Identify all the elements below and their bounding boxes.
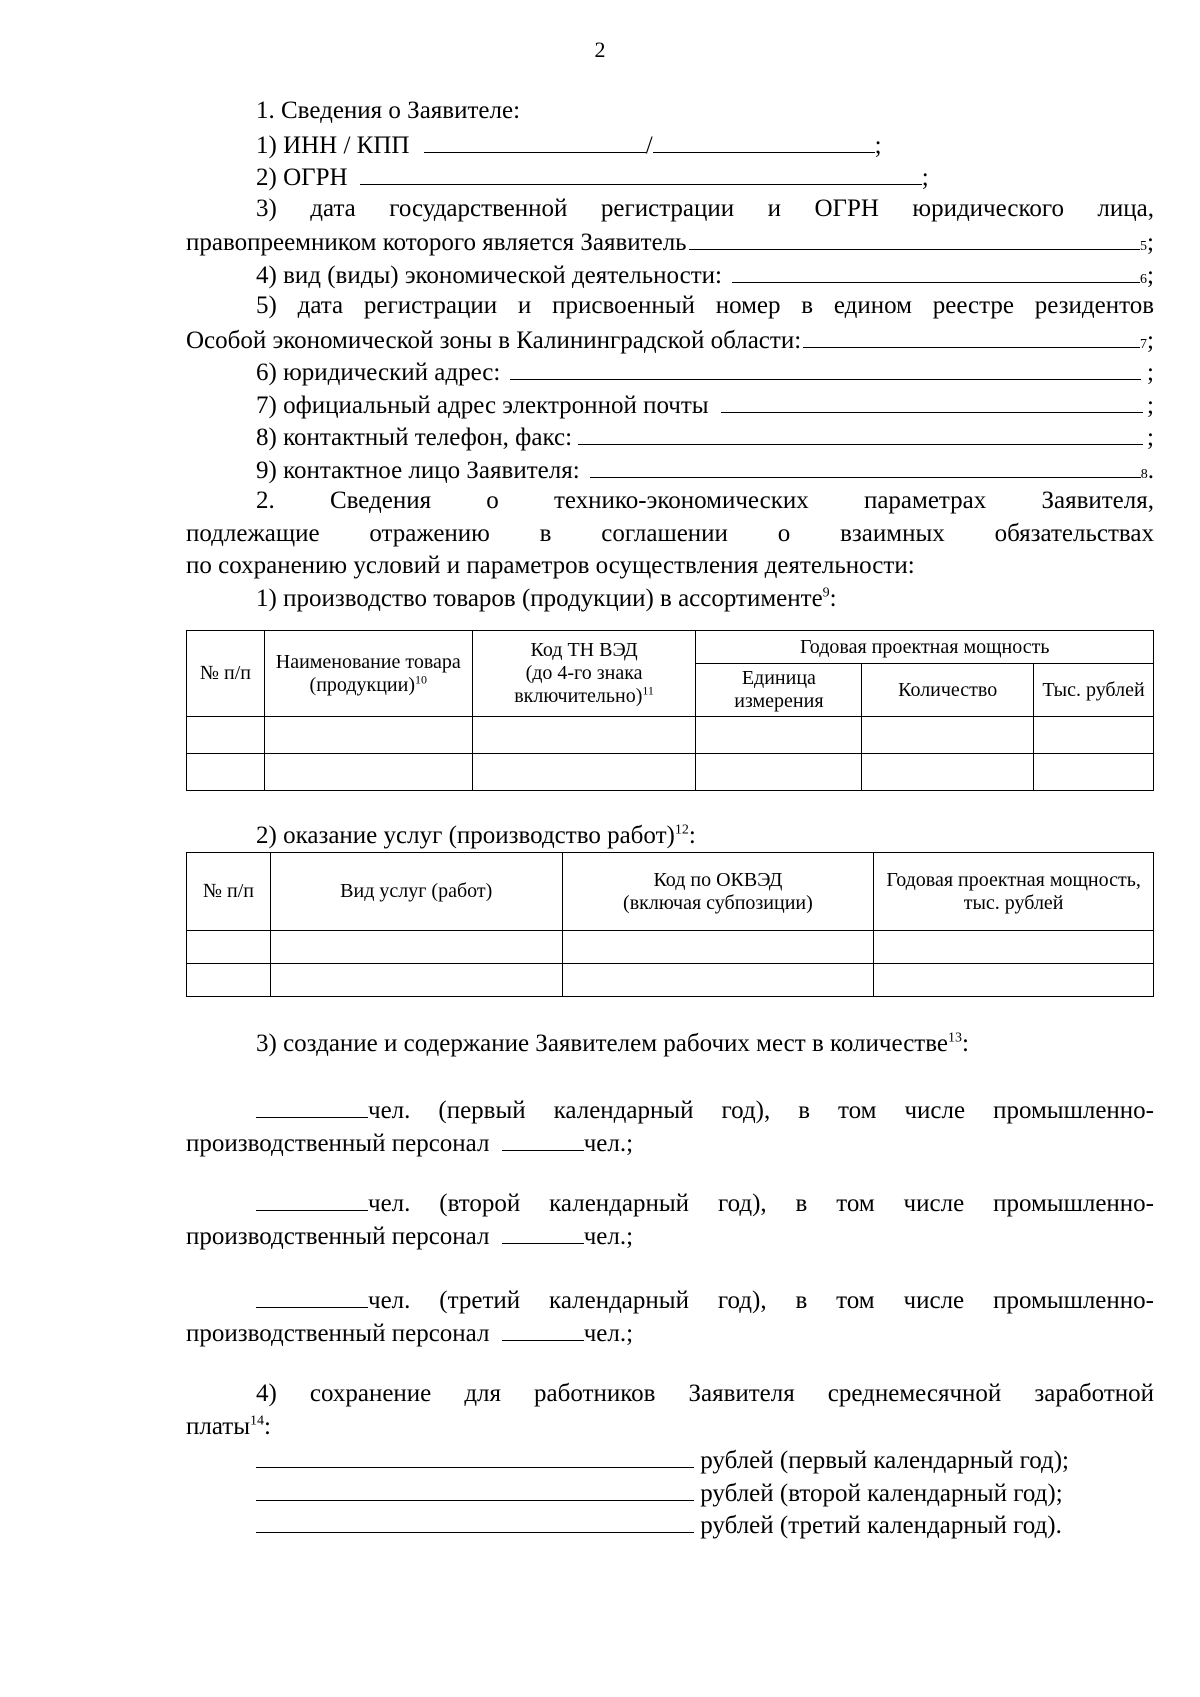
activity-blank[interactable]: [732, 258, 1140, 283]
salary-year3-text: рублей (третий календарный год).: [700, 1512, 1062, 1539]
table-row: [187, 717, 1154, 754]
jobs-year2-staff-blank[interactable]: [502, 1219, 584, 1244]
products-col-name-text: Наименование товара (продукции): [275, 650, 461, 696]
item6-semicolon: ;: [1147, 359, 1154, 386]
jobs-year2-blank[interactable]: [256, 1186, 368, 1211]
salary-year2-row: [186, 1476, 1154, 1509]
item9-row: 9) контактное лицо Заявителя: 8 .: [186, 453, 1154, 486]
table-cell[interactable]: [472, 717, 696, 754]
item5-line2: Особой экономической зоны в Калининградской области: 7 ;: [186, 323, 1154, 356]
footnote-11: 11: [642, 683, 654, 698]
item7-label: 7) официальный адрес электронной почты: [256, 391, 709, 419]
footnote-9: 9: [822, 585, 830, 601]
item3-line2: правопреемником которого является Заявитель 5 ;: [186, 225, 1154, 258]
services-col-okved: [562, 853, 874, 931]
sub3-text: 3) создание и содержание Заявителем рабочих мест в количестве: [256, 1030, 948, 1057]
footnote-12: 12: [674, 822, 689, 838]
item4-semicolon: ;: [1147, 261, 1154, 289]
salary-year2-text: рублей (второй календарный год);: [700, 1479, 1063, 1507]
inn-semicolon: ;: [874, 131, 882, 159]
table-cell[interactable]: [1034, 717, 1154, 754]
services-table: [186, 852, 1154, 997]
table-row: [187, 964, 1154, 997]
table-row: [187, 754, 1154, 791]
table-cell[interactable]: [187, 964, 271, 997]
inn-blank[interactable]: [424, 128, 646, 153]
jobs-year1-line2: [186, 1126, 1154, 1159]
salary-year3-row: [186, 1508, 1154, 1541]
products-col-qty: Количество: [862, 664, 1034, 717]
table-cell[interactable]: [696, 754, 862, 791]
table-cell[interactable]: [696, 717, 862, 754]
services-col-no: № п/п: [187, 853, 271, 931]
item4-row: 4) вид (виды) экономической деятельности: 6 ;: [186, 258, 1154, 291]
table-row: [187, 931, 1154, 964]
jobs-year1-blank[interactable]: [256, 1093, 368, 1118]
table-cell[interactable]: [187, 754, 265, 791]
footnote-13: 13: [947, 1030, 962, 1046]
item3-line1: 3) дата государственной регистрации и ОГРН юридического лица,: [256, 194, 1154, 222]
inn-kpp-row: [186, 128, 1154, 161]
page-number: 2: [594, 37, 606, 62]
sub2-block: [186, 820, 1154, 853]
jobs-year3-staff-blank[interactable]: [502, 1316, 584, 1341]
sub1-heading: [186, 583, 1154, 616]
sub1-colon: :: [829, 584, 837, 612]
products-col-code-line2: (до 4-го знака включительно): [514, 662, 643, 707]
table-cell[interactable]: [562, 931, 874, 964]
sub1-text: 1) производство товаров (продукции) в ассортименте: [256, 584, 823, 612]
jobs-year2-staff-label: производственный персонал: [186, 1222, 490, 1250]
jobs-year1: [186, 1093, 1154, 1158]
jobs-year2-line1: [186, 1186, 1154, 1219]
products-col-unit: Единица измерения: [696, 664, 862, 717]
sub3-heading: [186, 1028, 1154, 1061]
footnote-10: 10: [414, 671, 427, 686]
sub4-colon: :: [264, 1412, 271, 1440]
jobs-year1-staff-label: производственный персонал: [186, 1129, 490, 1157]
salary-year1-blank[interactable]: [256, 1443, 694, 1468]
table-cell[interactable]: [862, 754, 1034, 791]
jobs-year3-line1: [186, 1283, 1154, 1316]
jobs-year3-staff-label: производственный персонал: [186, 1319, 490, 1347]
section2-line2: подлежащие отражению в соглашении о взаимных обязательствах: [186, 519, 1154, 547]
table-cell[interactable]: [187, 931, 271, 964]
products-col-no: № п/п: [187, 631, 265, 717]
successor-blank[interactable]: [689, 225, 1140, 250]
sub4-line1: 4) сохранение для работников Заявителя среднемесячной заработной: [256, 1380, 1154, 1407]
table-cell[interactable]: [264, 754, 472, 791]
sub3-colon: :: [961, 1030, 969, 1057]
table-cell[interactable]: [472, 754, 696, 791]
services-col-okved-line1: Код по ОКВЭД: [653, 868, 783, 891]
section2-line3: по сохранению условий и параметров осуществления деятельности:: [186, 552, 915, 579]
jobs-year2: [186, 1186, 1154, 1251]
registry-blank[interactable]: [803, 323, 1140, 348]
item8-semicolon: ;: [1147, 424, 1154, 451]
jobs-year2-text: чел. (второй календарный год), в том числе промышленно-: [368, 1190, 1154, 1217]
jobs-year3-tail: чел.;: [583, 1319, 634, 1347]
item3-line2-text: правопреемником которого является Заявитель: [186, 229, 687, 256]
products-col-rub: Тыс. рублей: [1034, 664, 1154, 717]
services-col-type: Вид услуг (работ): [270, 853, 562, 931]
legal-address-blank[interactable]: [510, 355, 1141, 380]
section1-heading: 1. Сведения о Заявителе:: [256, 97, 521, 124]
jobs-year1-tail: чел.;: [583, 1129, 634, 1157]
jobs-year1-text: чел. (первый календарный год), в том числе промышленно-: [368, 1097, 1154, 1124]
products-col-capacity: Годовая проектная мощность: [696, 631, 1154, 664]
salary-year1-text: рублей (первый календарный год);: [700, 1447, 1069, 1474]
item8-row: [186, 420, 1154, 453]
table-cell[interactable]: [862, 717, 1034, 754]
item6-label: 6) юридический адрес:: [256, 359, 501, 386]
ogrn-row: [186, 160, 1154, 193]
salary-year3-blank[interactable]: [256, 1508, 694, 1533]
jobs-year3-text: чел. (третий календарный год), в том числе промышленно-: [368, 1287, 1154, 1314]
item6-row: [186, 355, 1154, 388]
sub4-block: [186, 1378, 1154, 1541]
ogrn-semicolon: ;: [921, 164, 929, 191]
jobs-year1-staff-blank[interactable]: [502, 1126, 584, 1151]
table-cell[interactable]: [270, 931, 562, 964]
section2-line1: 2. Сведения о технико-экономических параметрах Заявителя,: [256, 487, 1154, 514]
sub3-block: [186, 1028, 1154, 1061]
item5-semicolon: ;: [1147, 326, 1154, 354]
table-cell[interactable]: [874, 931, 1154, 964]
table-cell[interactable]: [1034, 754, 1154, 791]
inn-kpp-label: 1) ИНН / КПП: [256, 131, 410, 159]
table-cell[interactable]: [187, 717, 265, 754]
sub2-heading: [186, 820, 1154, 853]
item9-label: 9) контактное лицо Заявителя:: [256, 456, 580, 484]
item4-label: 4) вид (виды) экономической деятельности:: [256, 261, 722, 289]
jobs-year3: [186, 1283, 1154, 1348]
contact-person-blank[interactable]: [590, 453, 1141, 478]
salary-year2-blank[interactable]: [256, 1476, 694, 1501]
sub2-colon: :: [688, 822, 696, 849]
item3-semicolon: ;: [1147, 229, 1154, 256]
products-col-code: [472, 631, 696, 717]
footnote-14: 14: [250, 1413, 265, 1429]
products-col-name: [264, 631, 472, 717]
ogrn-label: 2) ОГРН: [256, 164, 348, 191]
phone-blank[interactable]: [578, 420, 1143, 445]
sub2-text: 2) оказание услуг (производство работ): [256, 822, 675, 849]
jobs-year3-blank[interactable]: [256, 1283, 368, 1308]
jobs-year2-tail: чел.;: [583, 1222, 634, 1250]
item5-line2-text: Особой экономической зоны в Калининградской области:: [186, 326, 802, 354]
item5-line1: 5) дата регистрации и присвоенный номер в едином реестре резидентов: [256, 292, 1154, 319]
item7-row: [186, 388, 1154, 421]
item8-label: 8) контактный телефон, факс:: [256, 424, 573, 451]
section-applicant-info: [186, 95, 1154, 615]
table-cell[interactable]: [264, 717, 472, 754]
ogrn-blank[interactable]: [360, 160, 922, 185]
item7-semicolon: ;: [1147, 391, 1154, 419]
services-col-okved-line2: (включая субпозиции): [623, 891, 813, 914]
email-blank[interactable]: [721, 388, 1143, 413]
jobs-year1-line1: [186, 1093, 1154, 1126]
products-col-code-line1: Код ТН ВЭД: [530, 639, 638, 661]
table-cell[interactable]: [562, 964, 874, 997]
sub4-line2: [186, 1411, 1154, 1444]
salary-year1-row: [186, 1443, 1154, 1476]
products-table: [186, 630, 1154, 791]
item9-period: .: [1147, 456, 1154, 484]
jobs-year2-line2: [186, 1219, 1154, 1252]
table-cell[interactable]: [874, 964, 1154, 997]
services-col-capacity: Годовая проектная мощность, тыс. рублей: [874, 853, 1154, 931]
sub4-line2-text: платы: [186, 1412, 251, 1440]
kpp-blank[interactable]: [653, 128, 875, 153]
table-cell[interactable]: [270, 964, 562, 997]
jobs-year3-line2: [186, 1316, 1154, 1349]
inn-slash: /: [645, 131, 653, 159]
